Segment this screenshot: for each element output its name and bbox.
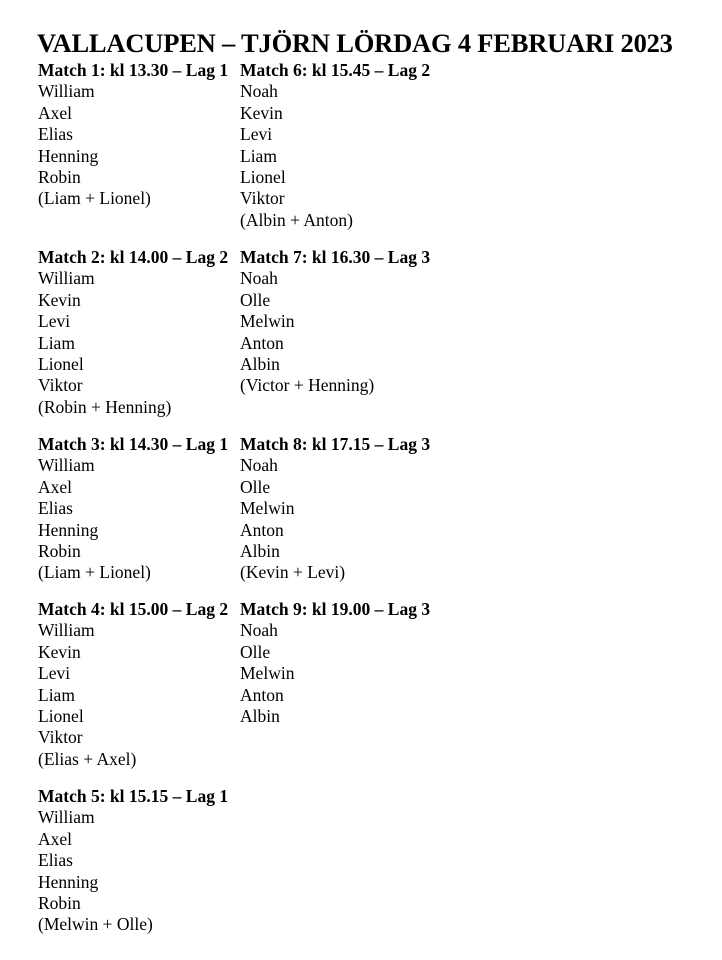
match-header: Match 7: kl 16.30 – Lag 3 [240, 247, 431, 267]
match-header: Match 8: kl 17.15 – Lag 3 [240, 434, 431, 454]
player-name: Robin [38, 167, 81, 188]
player-name: Anton [240, 332, 284, 353]
match-header: Match 9: kl 19.00 – Lag 3 [240, 599, 431, 619]
match-block-9 [240, 599, 430, 727]
player-name: Olle [240, 476, 271, 497]
match-block-4 [38, 599, 228, 770]
match-block-5 [38, 786, 228, 936]
player-name: Viktor [240, 188, 285, 209]
player-name: Kevin [38, 289, 81, 310]
match-block-7 [240, 247, 430, 397]
player-name: Olle [240, 641, 271, 662]
player-name: Robin [38, 541, 81, 562]
page-title: VALLACUPEN – TJÖRN LÖRDAG 4 FEBRUARI 2023 [37, 28, 673, 58]
player-name: (Liam + Lionel) [38, 562, 151, 583]
player-name: Melwin [240, 663, 295, 684]
player-name: Robin [38, 893, 81, 914]
player-name: Noah [240, 620, 278, 641]
player-name: (Kevin + Levi) [240, 562, 346, 583]
player-name: Noah [240, 81, 278, 102]
match-header: Match 6: kl 15.45 – Lag 2 [240, 60, 431, 80]
player-name: Noah [240, 268, 278, 289]
player-name: Levi [38, 663, 71, 684]
player-name: Kevin [38, 641, 81, 662]
player-name: Liam [38, 332, 75, 353]
player-name: Elias [38, 850, 73, 871]
player-name: (Robin + Henning) [38, 396, 172, 417]
player-name: Noah [240, 455, 278, 476]
match-block-8 [240, 434, 430, 584]
player-name: Liam [38, 684, 75, 705]
match-header: Match 3: kl 14.30 – Lag 1 [38, 434, 229, 454]
player-name: Lionel [38, 354, 84, 375]
match-header: Match 4: kl 15.00 – Lag 2 [38, 599, 229, 619]
match-block-6 [240, 60, 430, 231]
player-name: Albin [240, 706, 280, 727]
player-name: Lionel [240, 167, 286, 188]
player-name: Henning [38, 519, 99, 540]
player-name: Elias [38, 498, 73, 519]
match-block-3 [38, 434, 228, 584]
match-header: Match 1: kl 13.30 – Lag 1 [38, 60, 229, 80]
match-block-1 [38, 60, 228, 210]
player-name: (Victor + Henning) [240, 375, 375, 396]
player-name: William [38, 620, 95, 641]
player-name: Olle [240, 289, 271, 310]
player-name: William [38, 455, 95, 476]
player-name: William [38, 81, 95, 102]
player-name: Albin [240, 541, 280, 562]
player-name: Anton [240, 519, 284, 540]
player-name: Anton [240, 684, 284, 705]
player-name: (Elias + Axel) [38, 748, 137, 769]
player-name: Viktor [38, 727, 83, 748]
player-name: Liam [240, 145, 277, 166]
player-name: Axel [38, 102, 73, 123]
match-header: Match 2: kl 14.00 – Lag 2 [38, 247, 229, 267]
match-header: Match 5: kl 15.15 – Lag 1 [38, 786, 229, 806]
player-name: Levi [38, 311, 71, 332]
player-name: Henning [38, 145, 99, 166]
player-name: Levi [240, 124, 273, 145]
match-block-2 [38, 247, 228, 418]
player-name: Viktor [38, 375, 83, 396]
player-name: (Liam + Lionel) [38, 188, 151, 209]
player-name: (Melwin + Olle) [38, 914, 153, 935]
player-name: Melwin [240, 311, 295, 332]
player-name: William [38, 268, 95, 289]
player-name: Lionel [38, 706, 84, 727]
player-name: Axel [38, 476, 73, 497]
player-name: William [38, 807, 95, 828]
player-name: (Albin + Anton) [240, 209, 353, 230]
player-name: Kevin [240, 102, 283, 123]
player-name: Axel [38, 828, 73, 849]
player-name: Albin [240, 354, 280, 375]
player-name: Melwin [240, 498, 295, 519]
player-name: Henning [38, 871, 99, 892]
player-name: Elias [38, 124, 73, 145]
